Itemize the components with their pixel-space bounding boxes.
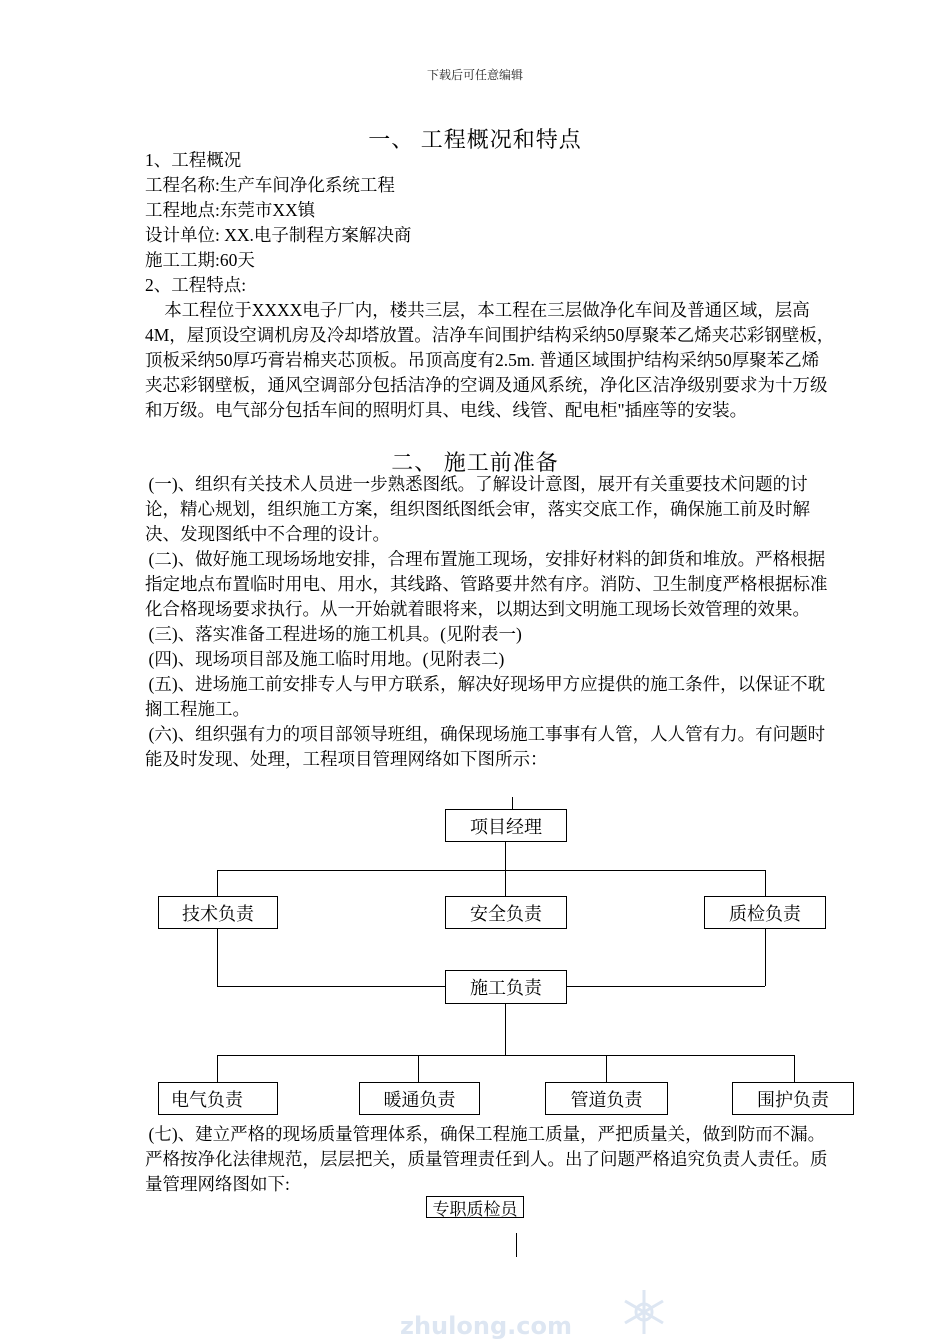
construction-period: 施工工期:60天 [145, 250, 255, 270]
project-location: 工程地点:东莞市XX镇 [145, 200, 316, 220]
features-label: 2、工程特点: [145, 275, 247, 295]
connector [765, 929, 766, 986]
project-overview [145, 148, 835, 423]
section-1-title: 一、 工程概况和特点 [368, 127, 582, 152]
prep-item-7: (七)、建立严格的现场质量管理体系，确保工程施工质量，严把质量关，做到防而不漏。严格按净化法律规范，层层把关，质量管理责任到人。出了问题严格追究负责人责任。质量管理网络图如下: [145, 1124, 828, 1194]
section-2-title: 二、 施工前准备 [391, 450, 559, 475]
connector [512, 797, 513, 809]
watermark-text: zhulong.com [400, 1312, 572, 1340]
prep-item-5: (五)、进场施工前安排专人与甲方联系，解决好现场甲方应提供的施工条件，以保证不耽搁工程施工。 [145, 674, 826, 719]
org-node-piping: 管道负责 [545, 1082, 668, 1115]
org-node-technical: 技术负责 [158, 896, 278, 929]
preparation-items [145, 472, 835, 772]
prep-item-6: (六)、组织强有力的项目部领导班组，确保现场施工事事有人管，人人管有力。有问题时能及时发现、处理，工程项目管理网络如下图所示： [145, 724, 826, 769]
connector [505, 842, 506, 870]
connector [217, 1055, 795, 1056]
connector [217, 986, 445, 987]
page-header: 下载后可任意编辑 [426, 68, 523, 82]
connector [217, 1055, 218, 1082]
features-text: 本工程位于XXXX电子厂内，楼共三层，本工程在三层做净化车间及普通区域，层高4M，屋顶设空调机房及冷却塔放置。洁净车间围护结构采纳50厚聚苯乙烯夹芯彩钢壁板，顶板采纳50厚巧膏岩棉夹芯顶板。吊顶高度有2.5m. 普通区域围护结构采纳50厚聚苯乙烯夹芯彩钢壁板，通风空调部分包括洁净的空调及通风系统，净化区洁净级别要求为十万级和万级。电气部分包括车间的照明灯具、电线、线管、配电柜"插座等的安装。 [145, 300, 835, 420]
connector [217, 929, 218, 986]
overview-label: 1、工程概况 [145, 150, 242, 170]
connector [516, 1233, 517, 1257]
connector [765, 870, 766, 896]
org-node-electrical: 电气负责 [158, 1082, 278, 1115]
connector [217, 870, 218, 896]
org-node-construction: 施工负责 [445, 970, 567, 1004]
connector [606, 1055, 607, 1082]
prep-item-2: (二)、做好施工现场场地安排，合理布置施工现场，安排好材料的卸货和堆放。严格根据指定地点布置临时用电、用水，其线路、管路要井然有序。消防、卫生制度严格根据标准化合格现场要求执行。从一开始就着眼将来，以期达到文明施工现场长效管理的效果。 [145, 549, 828, 619]
connector [418, 1055, 419, 1082]
quality-node-inspector: 专职质检员 [426, 1196, 524, 1218]
item-7 [145, 1122, 835, 1197]
design-unit: 设计单位: XX.电子制程方案解决商 [145, 225, 412, 245]
org-node-hvac: 暖通负责 [359, 1082, 480, 1115]
connector [217, 870, 765, 871]
connector [794, 1055, 795, 1082]
org-node-project-manager: 项目经理 [445, 809, 567, 842]
org-node-enclosure: 围护负责 [732, 1082, 854, 1115]
org-node-quality: 质检负责 [704, 896, 826, 929]
org-node-safety: 安全负责 [445, 896, 567, 929]
snowflake-watermark-icon [618, 1286, 670, 1338]
connector [505, 870, 506, 896]
connector [567, 986, 765, 987]
project-name: 工程名称:生产车间净化系统工程 [145, 175, 395, 195]
prep-item-3: (三)、落实准备工程进场的施工机具。(见附表一) [148, 624, 522, 644]
connector [505, 1004, 506, 1055]
prep-item-1: (一)、组织有关技术人员进一步熟悉图纸。了解设计意图，展开有关重要技术问题的讨论，精心规划，组织施工方案，组织图纸图纸会审，落实交底工作，确保施工前及时解决、发现图纸中不合理的设计。 [145, 474, 810, 544]
prep-item-4: (四)、现场项目部及施工临时用地。(见附表二) [148, 649, 505, 669]
